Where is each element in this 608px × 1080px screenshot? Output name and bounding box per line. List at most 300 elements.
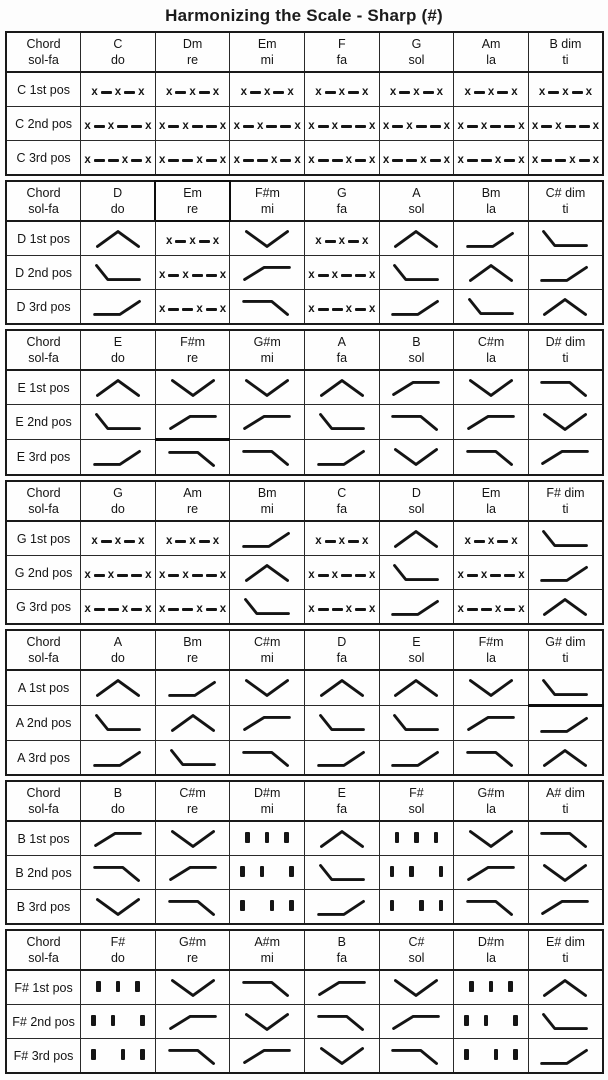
mute-pattern-x-gap-left-icon: x x x bbox=[308, 302, 376, 315]
chord-name: F# dim bbox=[546, 485, 585, 500]
glyph-cell bbox=[230, 256, 305, 290]
glyph-cell bbox=[230, 290, 305, 325]
harmony-table-B bbox=[5, 780, 604, 925]
contour-down-flat-icon bbox=[534, 525, 596, 553]
chord-name: A#m bbox=[254, 934, 281, 949]
chord-header-cell bbox=[528, 32, 603, 72]
position-row bbox=[6, 706, 603, 741]
chord-name: F#m bbox=[254, 185, 280, 200]
chord-header-cell bbox=[305, 930, 380, 970]
contour-flat-down-icon bbox=[534, 825, 596, 853]
contour-up-flat-icon bbox=[534, 893, 596, 921]
mute-pattern-x-even-icon: x x x bbox=[91, 534, 145, 547]
contour-flat-down-icon bbox=[311, 1008, 373, 1036]
mute-pattern-x-gap-left-icon: x x x bbox=[158, 602, 227, 615]
position-row bbox=[6, 970, 603, 1005]
position-row bbox=[6, 556, 603, 590]
glyph-cell bbox=[155, 856, 230, 890]
glyph-cell bbox=[528, 670, 603, 706]
contour-down-flat-icon bbox=[311, 408, 373, 436]
contour-down-flat-icon bbox=[385, 259, 447, 287]
row-label: E 2nd pos bbox=[6, 405, 81, 440]
glyph-cell bbox=[305, 440, 380, 476]
chord-name: A bbox=[337, 334, 346, 349]
mute-pattern-x-gap-right-icon: x x x bbox=[84, 119, 152, 132]
glyph-cell bbox=[81, 521, 156, 556]
glyph-cell bbox=[305, 370, 380, 405]
glyph-cell bbox=[81, 821, 156, 856]
chord-header-cell bbox=[230, 481, 305, 521]
position-row bbox=[6, 890, 603, 925]
chord-header-cell bbox=[379, 32, 454, 72]
glyph-cell bbox=[230, 221, 305, 256]
chord-name: G bbox=[113, 485, 123, 500]
glyph-cell bbox=[454, 821, 529, 856]
contour-flat-down-icon bbox=[236, 744, 298, 772]
solfa-name: la bbox=[486, 351, 496, 365]
contour-flat-down-icon bbox=[162, 893, 224, 921]
row-label: D 3rd pos bbox=[6, 290, 81, 325]
contour-flat-down-icon bbox=[460, 744, 522, 772]
contour-down-flat-icon bbox=[385, 559, 447, 587]
mute-pattern-x-even-icon: x x x bbox=[389, 85, 444, 98]
glyph-cell bbox=[155, 1039, 230, 1074]
harmony-tables-container bbox=[0, 31, 608, 1074]
bar-pattern-bars-even-icon bbox=[469, 981, 513, 992]
chord-header-cell bbox=[155, 32, 230, 72]
contour-peak-icon bbox=[87, 674, 149, 702]
contour-flat-up-icon bbox=[311, 443, 373, 471]
chord-name: A bbox=[412, 185, 421, 200]
glyph-cell bbox=[155, 440, 230, 476]
glyph-cell bbox=[155, 890, 230, 925]
corner-label bbox=[6, 781, 81, 821]
mute-pattern-x-gap-left-icon: x x x bbox=[308, 153, 376, 166]
chord-name: F#m bbox=[180, 334, 206, 349]
chord-header-cell bbox=[454, 330, 529, 370]
contour-up-flat-icon bbox=[162, 1008, 224, 1036]
glyph-cell bbox=[454, 370, 529, 405]
corner-line1: Chord bbox=[26, 485, 61, 500]
glyph-cell bbox=[305, 590, 380, 625]
contour-down-flat-icon bbox=[311, 859, 373, 887]
contour-up-flat-icon bbox=[87, 825, 149, 853]
contour-flat-down-icon bbox=[460, 893, 522, 921]
glyph-cell bbox=[155, 670, 230, 706]
row-label: G 2nd pos bbox=[6, 556, 81, 590]
glyph-cell bbox=[230, 556, 305, 590]
harmony-table-G bbox=[5, 480, 604, 625]
chord-header-cell bbox=[230, 32, 305, 72]
page-title: Harmonizing the Scale - Sharp (#) bbox=[165, 6, 443, 25]
glyph-cell bbox=[528, 821, 603, 856]
contour-flat-down-icon bbox=[87, 859, 149, 887]
solfa-name: fa bbox=[336, 202, 348, 216]
corner-line1: Chord bbox=[26, 934, 61, 949]
contour-valley-icon bbox=[236, 674, 298, 702]
contour-up-flat-icon bbox=[534, 443, 596, 471]
glyph-cell bbox=[379, 890, 454, 925]
contour-down-flat-icon bbox=[236, 593, 298, 621]
glyph-cell bbox=[528, 370, 603, 405]
mute-pattern-x-gap-left-icon: x x x bbox=[457, 153, 525, 166]
glyph-cell bbox=[454, 521, 529, 556]
contour-flat-down-icon bbox=[162, 444, 224, 472]
chord-header-cell bbox=[230, 781, 305, 821]
row-label: A 3rd pos bbox=[6, 741, 81, 776]
chord-header-cell bbox=[379, 781, 454, 821]
corner-line2: sol-fa bbox=[28, 53, 59, 67]
chord-header-cell bbox=[305, 32, 380, 72]
chord-header-cell bbox=[155, 630, 230, 670]
bar-pattern-bars-even-icon bbox=[395, 832, 439, 843]
chord-header-cell bbox=[379, 630, 454, 670]
glyph-cell bbox=[528, 1005, 603, 1039]
glyph-cell bbox=[379, 221, 454, 256]
glyph-cell bbox=[155, 256, 230, 290]
glyph-cell bbox=[379, 107, 454, 141]
glyph-cell bbox=[528, 107, 603, 141]
contour-peak-icon bbox=[534, 974, 596, 1002]
chord-name: B dim bbox=[549, 36, 582, 51]
contour-flat-up-icon bbox=[385, 293, 447, 321]
position-row bbox=[6, 590, 603, 625]
row-label: B 2nd pos bbox=[6, 856, 81, 890]
contour-up-flat-icon bbox=[236, 408, 298, 436]
mute-pattern-x-gap-left-icon: x x x bbox=[158, 153, 227, 166]
glyph-cell bbox=[81, 72, 156, 107]
chord-header-cell bbox=[379, 930, 454, 970]
contour-flat-up-icon bbox=[534, 259, 596, 287]
glyph-cell bbox=[155, 221, 230, 256]
harmony-table-F# bbox=[5, 929, 604, 1074]
glyph-cell bbox=[155, 72, 230, 107]
row-label: G 3rd pos bbox=[6, 590, 81, 625]
chord-name: F bbox=[337, 36, 346, 51]
chord-header-cell bbox=[379, 481, 454, 521]
chord-header-cell bbox=[81, 181, 156, 221]
contour-down-flat-icon bbox=[311, 709, 373, 737]
position-row bbox=[6, 290, 603, 325]
glyph-cell bbox=[528, 440, 603, 476]
corner-line1: Chord bbox=[26, 185, 61, 200]
mute-pattern-x-even-icon: x x x bbox=[315, 234, 369, 247]
contour-up-flat-icon bbox=[385, 374, 447, 402]
contour-valley-icon bbox=[162, 825, 224, 853]
glyph-cell bbox=[155, 970, 230, 1005]
chord-header-cell bbox=[81, 930, 156, 970]
solfa-name: sol bbox=[408, 53, 425, 67]
chord-name: C bbox=[113, 36, 123, 51]
corner-label bbox=[6, 330, 81, 370]
glyph-cell bbox=[81, 890, 156, 925]
corner-label bbox=[6, 930, 81, 970]
row-label: C 3rd pos bbox=[6, 141, 81, 176]
solfa-name: mi bbox=[260, 351, 274, 365]
chord-name: G# dim bbox=[545, 634, 586, 649]
corner-line1: Chord bbox=[26, 36, 61, 51]
chord-header-cell bbox=[454, 930, 529, 970]
mute-pattern-x-even-icon: x x x bbox=[91, 85, 145, 98]
chord-header-cell bbox=[305, 781, 380, 821]
glyph-cell bbox=[81, 440, 156, 476]
glyph-cell bbox=[454, 221, 529, 256]
row-label: C 2nd pos bbox=[6, 107, 81, 141]
contour-valley-icon bbox=[534, 408, 596, 436]
chord-name: Am bbox=[183, 485, 202, 500]
chord-header-cell bbox=[81, 330, 156, 370]
glyph-cell bbox=[528, 405, 603, 440]
glyph-cell bbox=[230, 706, 305, 741]
chord-name: A bbox=[113, 634, 123, 649]
bar-pattern-bars-gap-left-icon bbox=[91, 1049, 145, 1060]
glyph-cell bbox=[528, 521, 603, 556]
solfa-name: do bbox=[110, 502, 125, 516]
row-label: A 2nd pos bbox=[6, 706, 81, 741]
contour-flat-up-icon bbox=[534, 559, 596, 587]
glyph-cell bbox=[528, 706, 603, 741]
chord-name: E bbox=[337, 785, 346, 800]
row-label: E 1st pos bbox=[6, 370, 81, 405]
glyph-cell bbox=[528, 141, 603, 176]
row-label: B 1st pos bbox=[6, 821, 81, 856]
chord-name: F# bbox=[110, 934, 126, 949]
glyph-cell bbox=[379, 706, 454, 741]
glyph-cell bbox=[379, 856, 454, 890]
solfa-name: la bbox=[486, 202, 496, 216]
contour-valley-icon bbox=[162, 974, 224, 1002]
mute-pattern-x-even-icon: x x x bbox=[165, 234, 220, 247]
glyph-cell bbox=[454, 107, 529, 141]
glyph-cell bbox=[305, 290, 380, 325]
chord-header-cell bbox=[528, 781, 603, 821]
contour-down-flat-icon bbox=[87, 709, 149, 737]
glyph-cell bbox=[305, 556, 380, 590]
mute-pattern-x-gap-right-icon: x x x bbox=[531, 119, 600, 132]
contour-down-flat-icon bbox=[460, 293, 522, 321]
glyph-cell bbox=[305, 856, 380, 890]
contour-peak-icon bbox=[534, 744, 596, 772]
solfa-name: sol bbox=[408, 651, 425, 665]
contour-flat-down-icon bbox=[162, 1042, 224, 1070]
mute-pattern-x-gap-left-icon: x x x bbox=[233, 153, 301, 166]
glyph-cell bbox=[454, 590, 529, 625]
glyph-cell bbox=[454, 706, 529, 741]
glyph-cell bbox=[155, 821, 230, 856]
solfa-name: sol bbox=[408, 951, 425, 965]
contour-valley-icon bbox=[460, 674, 522, 702]
chord-header-cell bbox=[305, 481, 380, 521]
contour-down-flat-icon bbox=[534, 1008, 596, 1036]
glyph-cell bbox=[81, 741, 156, 776]
contour-peak-icon bbox=[460, 259, 522, 287]
mute-pattern-x-gap-left-icon: x x x bbox=[308, 602, 376, 615]
harmony-table-D bbox=[5, 180, 604, 325]
glyph-cell bbox=[230, 1005, 305, 1039]
chord-name: Em bbox=[257, 36, 277, 51]
row-label: C 1st pos bbox=[6, 72, 81, 107]
glyph-cell bbox=[305, 670, 380, 706]
glyph-cell bbox=[379, 290, 454, 325]
chord-name: Bm bbox=[183, 634, 202, 649]
glyph-cell bbox=[230, 521, 305, 556]
glyph-cell bbox=[454, 890, 529, 925]
contour-down-flat-icon bbox=[385, 709, 447, 737]
glyph-cell bbox=[379, 141, 454, 176]
glyph-cell bbox=[81, 706, 156, 741]
contour-flat-up-icon bbox=[236, 525, 298, 553]
chord-header-cell bbox=[155, 181, 230, 221]
contour-flat-up-icon bbox=[87, 293, 149, 321]
contour-down-flat-icon bbox=[534, 225, 596, 253]
solfa-name: ti bbox=[562, 53, 569, 67]
solfa-name: ti bbox=[562, 802, 569, 816]
solfa-name: mi bbox=[260, 202, 275, 216]
solfa-name: fa bbox=[336, 802, 348, 816]
chord-header-cell bbox=[379, 330, 454, 370]
glyph-cell bbox=[305, 521, 380, 556]
glyph-cell bbox=[230, 1039, 305, 1074]
glyph-cell bbox=[305, 970, 380, 1005]
glyph-cell bbox=[379, 370, 454, 405]
mute-pattern-x-even-icon: x x x bbox=[464, 534, 518, 547]
corner-line2: sol-fa bbox=[28, 202, 59, 216]
corner-label bbox=[6, 481, 81, 521]
contour-valley-icon bbox=[236, 1008, 298, 1036]
contour-peak-icon bbox=[534, 593, 596, 621]
row-label: F# 2nd pos bbox=[6, 1005, 81, 1039]
glyph-cell bbox=[230, 72, 305, 107]
glyph-cell bbox=[454, 141, 529, 176]
glyph-cell bbox=[305, 706, 380, 741]
glyph-cell bbox=[230, 741, 305, 776]
contour-valley-icon bbox=[534, 859, 596, 887]
glyph-cell bbox=[81, 107, 156, 141]
bar-pattern-bars-gap-left-icon bbox=[390, 900, 444, 911]
mute-pattern-x-gap-right-icon: x x x bbox=[308, 119, 376, 132]
position-row bbox=[6, 107, 603, 141]
chord-header-cell bbox=[454, 181, 529, 221]
solfa-name: la bbox=[486, 651, 496, 665]
bar-pattern-bars-gap-left-icon bbox=[240, 900, 294, 911]
glyph-cell bbox=[305, 72, 380, 107]
glyph-cell bbox=[305, 221, 380, 256]
chord-name: F#m bbox=[478, 634, 504, 649]
row-label: B 3rd pos bbox=[6, 890, 81, 925]
glyph-cell bbox=[155, 556, 230, 590]
bar-pattern-bars-even-icon bbox=[96, 981, 140, 992]
contour-flat-up-icon bbox=[385, 593, 447, 621]
position-row bbox=[6, 1039, 603, 1074]
solfa-name: fa bbox=[336, 951, 348, 965]
contour-flat-up-icon bbox=[87, 443, 149, 471]
glyph-cell bbox=[379, 821, 454, 856]
chord-header-cell bbox=[305, 330, 380, 370]
chord-header-cell bbox=[528, 330, 603, 370]
contour-peak-icon bbox=[236, 559, 298, 587]
corner-line2: sol-fa bbox=[28, 651, 59, 665]
corner-line2: sol-fa bbox=[28, 802, 59, 816]
contour-flat-up-icon bbox=[87, 744, 149, 772]
solfa-name: la bbox=[486, 53, 496, 67]
chord-header-cell bbox=[155, 481, 230, 521]
chord-name: G#m bbox=[253, 334, 281, 349]
solfa-name: fa bbox=[336, 651, 348, 665]
position-row bbox=[6, 440, 603, 476]
glyph-cell bbox=[305, 741, 380, 776]
glyph-cell bbox=[230, 970, 305, 1005]
bar-pattern-bars-gap-left-icon bbox=[464, 1049, 518, 1060]
solfa-name: mi bbox=[260, 651, 274, 665]
chord-header-cell bbox=[454, 630, 529, 670]
glyph-cell bbox=[379, 72, 454, 107]
contour-flat-up-icon bbox=[534, 710, 596, 738]
glyph-cell bbox=[230, 405, 305, 440]
row-label: D 1st pos bbox=[6, 221, 81, 256]
solfa-name: ti bbox=[562, 951, 569, 965]
glyph-cell bbox=[379, 590, 454, 625]
solfa-name: ti bbox=[562, 202, 569, 216]
glyph-cell bbox=[528, 221, 603, 256]
glyph-cell bbox=[81, 590, 156, 625]
position-row bbox=[6, 256, 603, 290]
bar-pattern-bars-gap-right-icon bbox=[390, 866, 444, 877]
glyph-cell bbox=[454, 1005, 529, 1039]
row-label: D 2nd pos bbox=[6, 256, 81, 290]
contour-peak-icon bbox=[162, 709, 224, 737]
solfa-name: sol bbox=[408, 351, 425, 365]
chord-header-cell bbox=[230, 181, 305, 221]
mute-pattern-x-even-icon: x x x bbox=[165, 85, 220, 98]
contour-flat-up-icon bbox=[311, 744, 373, 772]
chord-name: G bbox=[336, 185, 347, 200]
chord-header-cell bbox=[528, 481, 603, 521]
contour-peak-icon bbox=[87, 374, 149, 402]
glyph-cell bbox=[528, 590, 603, 625]
chord-name: Em bbox=[183, 185, 202, 200]
glyph-cell bbox=[81, 256, 156, 290]
glyph-cell bbox=[305, 405, 380, 440]
solfa-name: fa bbox=[336, 351, 348, 365]
chord-name: Am bbox=[481, 36, 501, 51]
chord-name: E bbox=[113, 334, 123, 349]
chord-header-cell bbox=[454, 781, 529, 821]
solfa-name: do bbox=[110, 802, 125, 816]
solfa-name: re bbox=[187, 502, 199, 516]
glyph-cell bbox=[454, 741, 529, 776]
mute-pattern-x-even-icon: x x x bbox=[464, 85, 518, 98]
mute-pattern-x-gap-left-icon: x x x bbox=[457, 602, 525, 615]
mute-pattern-x-gap-left-icon: x x x bbox=[382, 153, 451, 166]
chord-name: G bbox=[411, 36, 422, 51]
glyph-cell bbox=[528, 556, 603, 590]
mute-pattern-x-gap-right-icon: x x x bbox=[308, 568, 376, 581]
mute-pattern-x-gap-left-icon: x x x bbox=[84, 153, 152, 166]
solfa-name: re bbox=[187, 53, 199, 67]
glyph-cell bbox=[454, 405, 529, 440]
corner-line2: sol-fa bbox=[28, 951, 59, 965]
glyph-cell bbox=[81, 370, 156, 405]
contour-flat-up-icon bbox=[162, 674, 224, 702]
contour-valley-icon bbox=[385, 443, 447, 471]
glyph-cell bbox=[379, 1039, 454, 1074]
chord-header-cell bbox=[379, 181, 454, 221]
contour-up-flat-icon bbox=[236, 259, 298, 287]
contour-peak-icon bbox=[311, 674, 373, 702]
glyph-cell bbox=[454, 970, 529, 1005]
chord-name: Dm bbox=[182, 36, 203, 51]
solfa-name: sol bbox=[408, 502, 425, 516]
